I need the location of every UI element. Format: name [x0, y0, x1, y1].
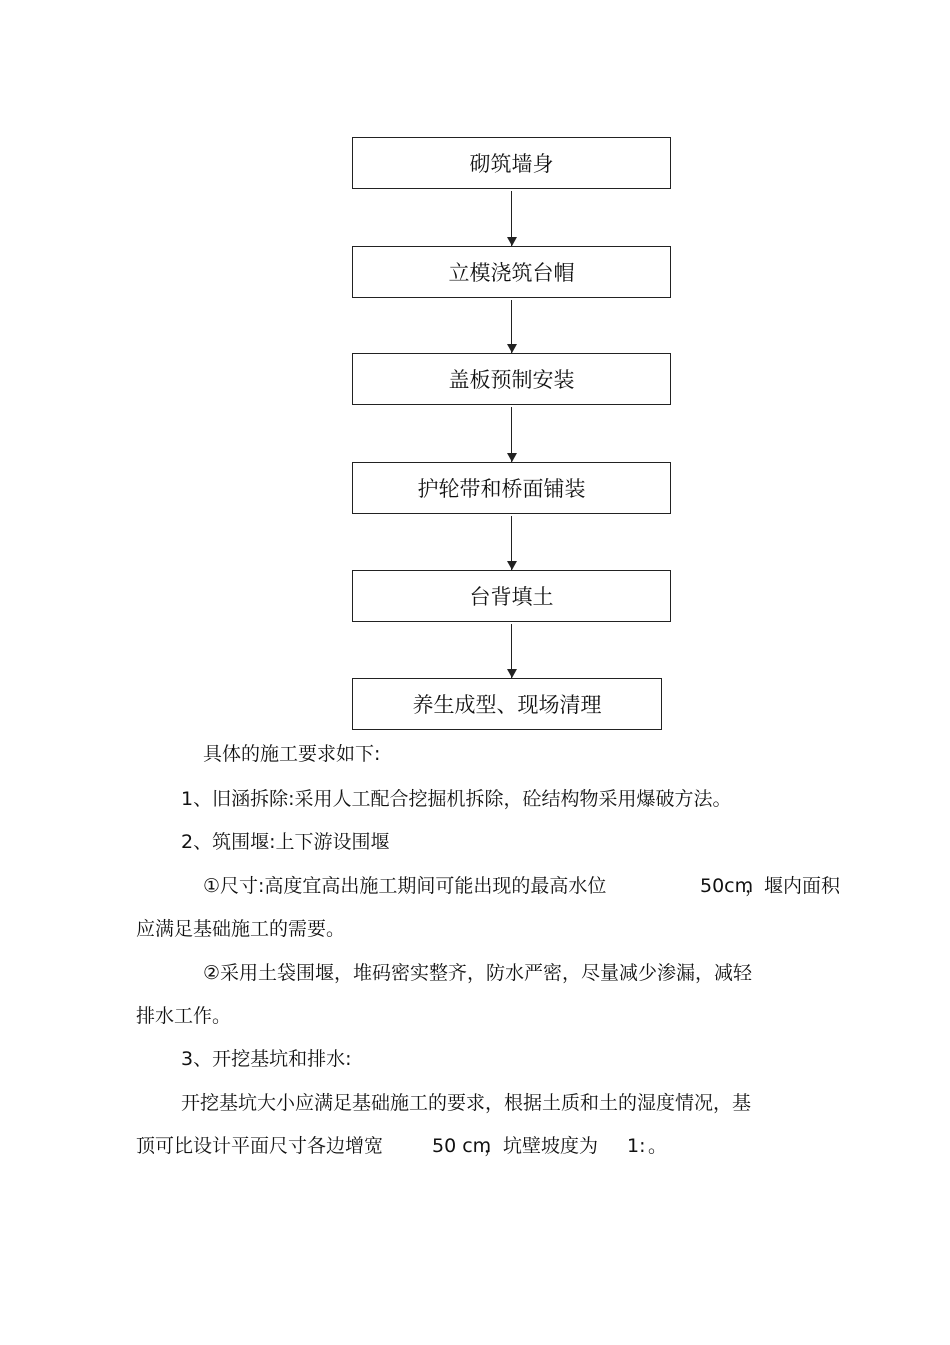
flow-step-label: 台背填土 — [469, 585, 554, 609]
item-3-b1: 顶可比设计平面尺寸各边增宽 — [136, 1135, 384, 1157]
item-2-2-b: 排水工作。 — [136, 1005, 232, 1027]
flow-step-label: 护轮带和桥面铺装 — [417, 477, 586, 501]
item-2-1-value: 50cm — [700, 875, 754, 897]
flow-step-6 — [352, 678, 662, 730]
flow-arrow — [506, 191, 518, 246]
item-2-1-b: ，堰内面积 — [745, 875, 841, 897]
flow-step-1 — [352, 137, 671, 189]
item-2-1-a: ①尺寸:高度宜高出施工期间可能出现的最高水位 — [203, 875, 607, 897]
item-3-a: 开挖基坑大小应满足基础施工的要求，根据土质和土的湿度情况，基 — [181, 1092, 752, 1114]
item-3-ratio: 1: — [627, 1135, 646, 1157]
item-3-value: 50 cm — [432, 1135, 492, 1157]
item-1: 1、旧涵拆除:采用人工配合挖掘机拆除，砼结构物采用爆破方法。 — [181, 788, 732, 810]
flow-step-label: 盖板预制安装 — [448, 368, 575, 392]
item-2-2-a: ②采用土袋围堰，堆码密实整齐，防水严密，尽量减少渗漏，减轻 — [203, 962, 753, 984]
flow-arrow — [506, 300, 518, 353]
flow-step-3 — [352, 353, 671, 405]
item-3-b2: ，坑壁坡度为 — [484, 1135, 599, 1157]
flow-step-2 — [352, 246, 671, 298]
item-3-end: 。 — [648, 1135, 668, 1157]
flow-arrow — [506, 624, 518, 678]
flow-arrow — [506, 407, 518, 462]
flow-step-label: 养生成型、现场清理 — [412, 693, 602, 717]
flow-step-label: 立模浇筑台帽 — [448, 261, 575, 285]
flow-arrow — [506, 516, 518, 570]
item-2: 2、筑围堰:上下游设围堰 — [181, 831, 390, 853]
item-2-1-c: 应满足基础施工的需要。 — [136, 918, 346, 940]
flow-step-label: 砌筑墙身 — [469, 152, 554, 176]
flow-step-5 — [352, 570, 671, 622]
flow-step-4 — [352, 462, 671, 514]
intro-text: 具体的施工要求如下: — [203, 743, 381, 765]
item-3: 3、开挖基坑和排水: — [181, 1048, 352, 1070]
